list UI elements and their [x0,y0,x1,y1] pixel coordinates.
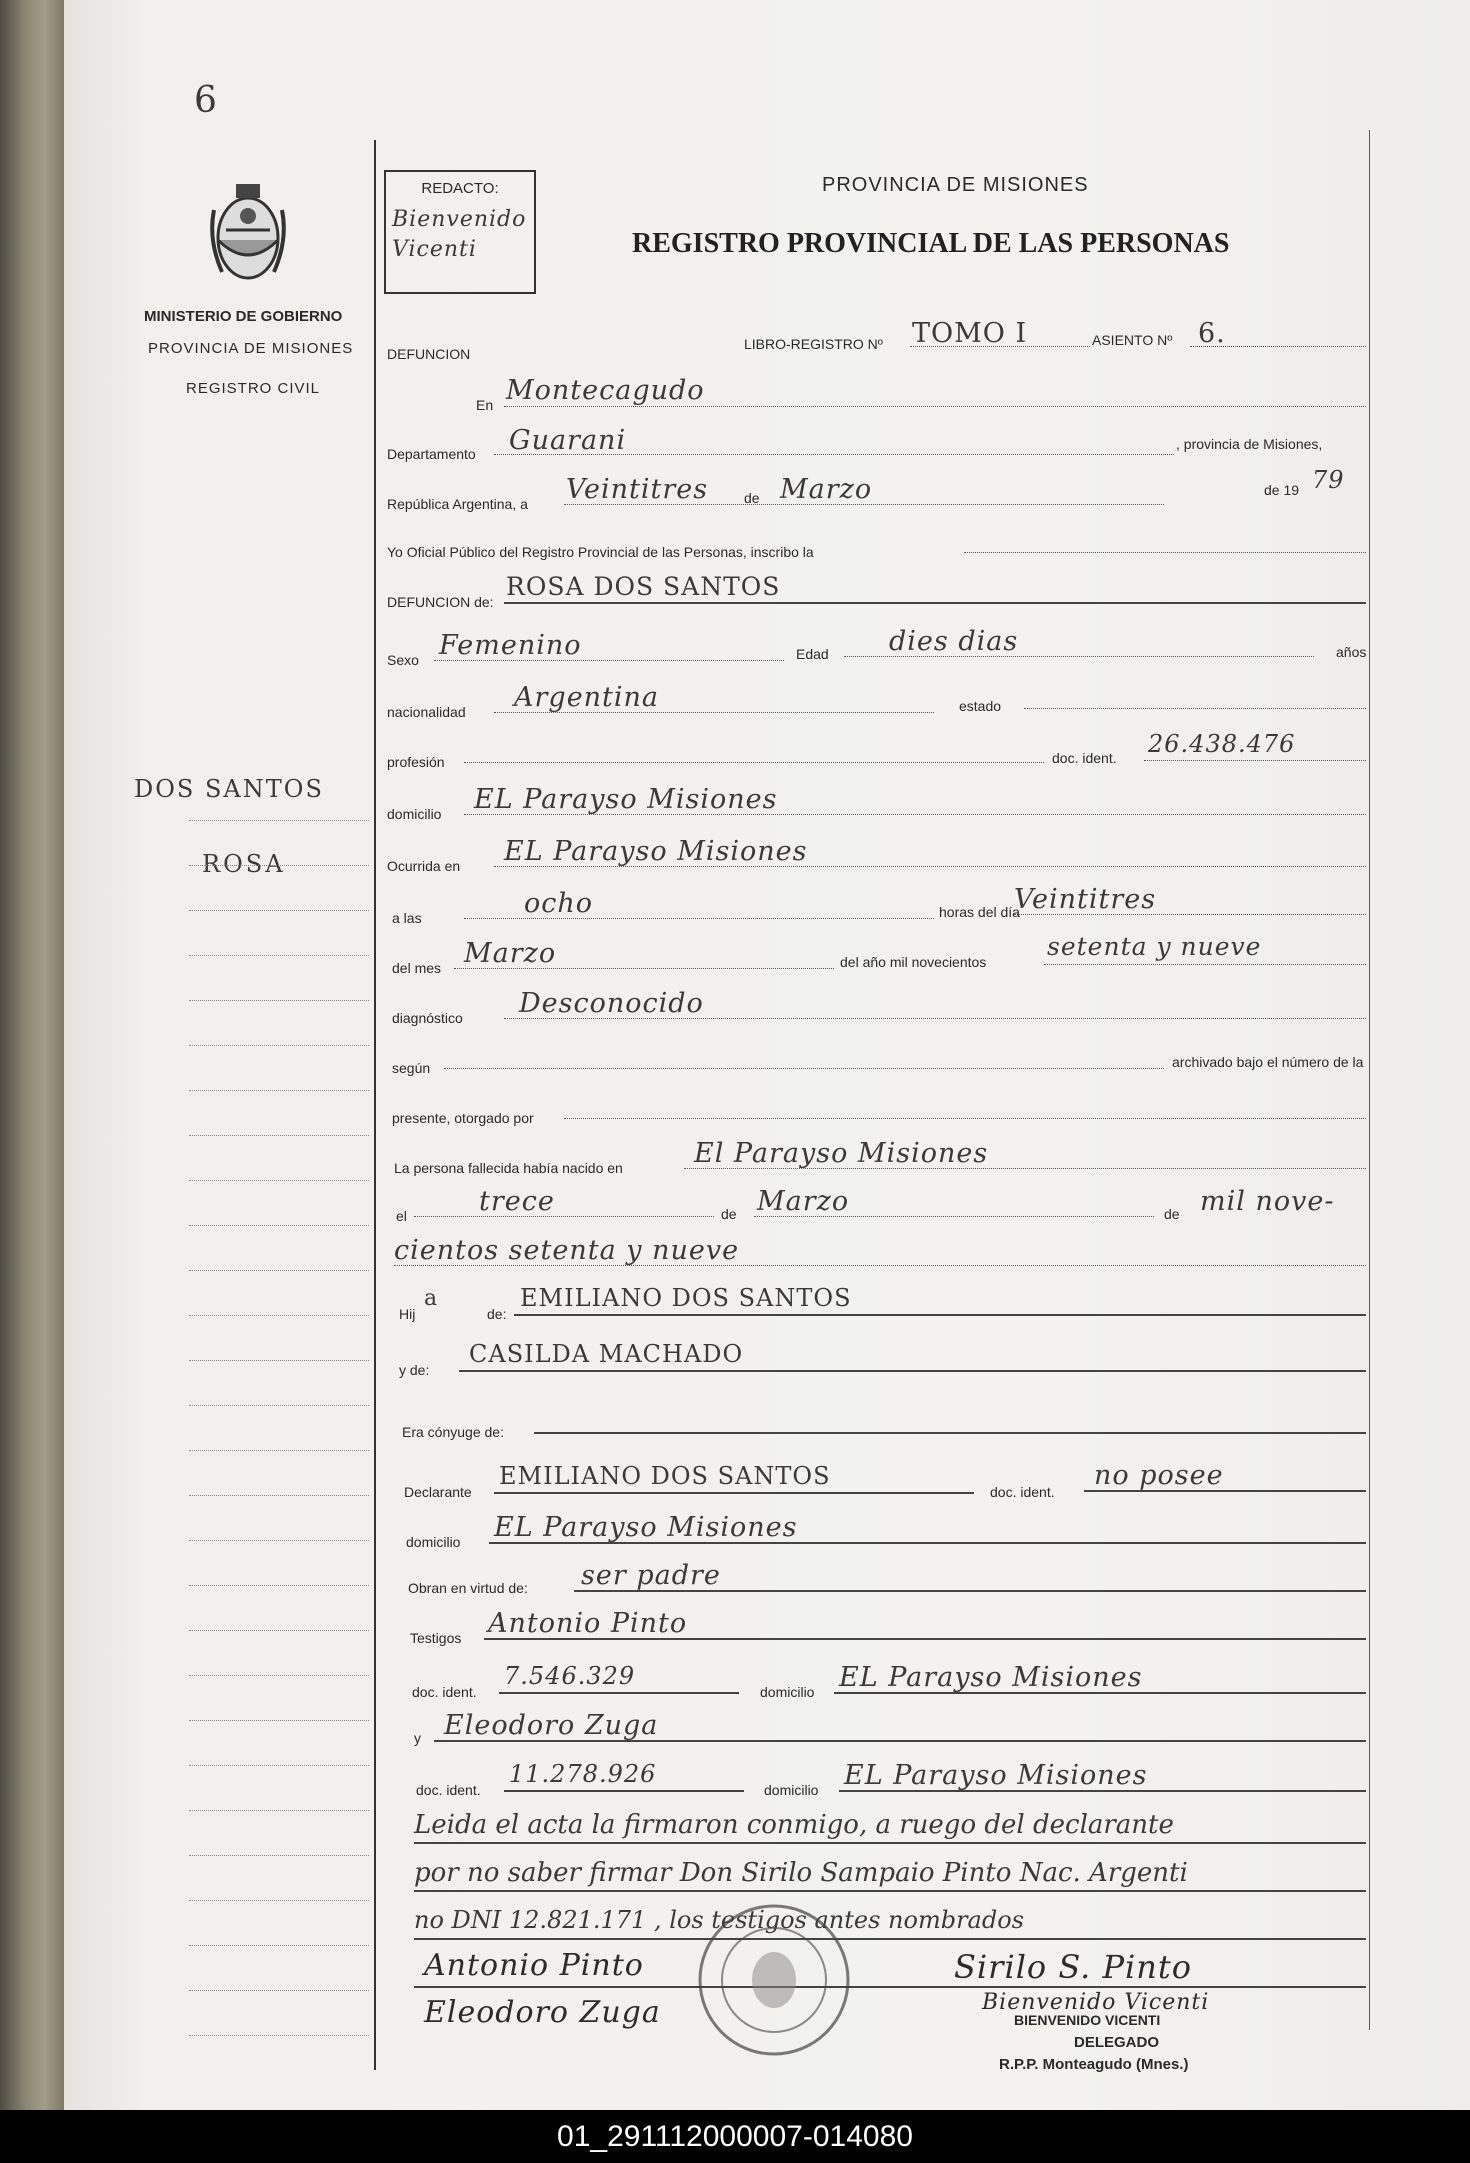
nacionalidad-label: nacionalidad [387,704,466,720]
province-label: PROVINCIA DE MISIONES [148,340,354,357]
delmes-value: Marzo [464,938,557,969]
padre-value: EMILIANO DOS SANTOS [520,1284,852,1312]
libro-value: TOMO I [912,318,1028,349]
conyuge-label: Era cónyuge de: [402,1424,504,1440]
margin-rule-line [189,955,369,956]
sexo-label: Sexo [387,652,419,668]
margin-rule-line [189,1090,369,1091]
asiento-label: ASIENTO Nº [1092,332,1173,348]
nac-anio-value: mil nove- [1200,1186,1335,1217]
asiento-value: 6. [1198,318,1226,349]
stamp-office: R.P.P. Monteagudo (Mnes.) [999,2056,1189,2073]
margin-rule-line [189,1405,369,1406]
margin-rule-line [189,1585,369,1586]
document-page [64,0,1470,2110]
ocurrida-value: EL Parayso Misiones [504,836,808,867]
margin-rule-line [189,1855,369,1856]
nac-anio-value2: cientos setenta y nueve [394,1235,740,1266]
hij-de-label: de: [487,1306,507,1322]
alas-label: a las [392,910,422,926]
defuncion-label: DEFUNCION de: [387,594,494,610]
nacido-value: El Parayso Misiones [694,1138,989,1169]
en-label: En [476,397,494,413]
declarante-label: Declarante [404,1484,472,1500]
nac-dia-value: trece [479,1186,555,1217]
signature-eleodoro: Eleodoro Zuga [424,1995,661,2030]
departamento-label: Departamento [387,446,476,462]
provincia-label: , provincia de Misiones, [1176,436,1323,452]
t1-domicilio-label: domicilio [760,1684,815,1700]
el-label: el [396,1208,407,1224]
oficial-label: Yo Oficial Público del Registro Provincial de las Personas, inscribo la [387,544,814,560]
registry-label: REGISTRO CIVIL [186,380,321,397]
ministry-label: MINISTERIO DE GOBIERNO [144,308,343,325]
t2-doc-label: doc. ident. [416,1782,481,1798]
sexo-value: Femenino [439,630,582,661]
margin-rule-line [189,1720,369,1721]
column-divider [374,140,376,2070]
obran-value: ser padre [581,1560,721,1591]
decl-doc-value: no posee [1094,1460,1224,1491]
testigo1-value: Antonio Pinto [488,1608,688,1639]
diagnostico-value: Desconocido [519,988,704,1019]
redacto-label: REDACTO: [421,180,499,197]
margin-rule-line [189,1180,369,1181]
margin-rule-line [189,1000,369,1001]
margin-rule-line [189,1810,369,1811]
diagnostico-label: diagnóstico [392,1010,463,1026]
delanio-value: setenta y nueve [1047,932,1262,961]
doc-value: 26.438.476 [1148,730,1296,758]
dia-value: Veintitres [566,474,709,505]
image-id-footer: 01_291112000007-014080 [0,2110,1470,2163]
madre-value: CASILDA MACHADO [469,1340,744,1368]
defuncion-value: ROSA DOS SANTOS [506,572,781,601]
presente-label: presente, otorgado por [392,1110,534,1126]
header-title: REGISTRO PROVINCIAL DE LAS PERSONAS [632,228,1230,259]
margin-rule-line [189,1315,369,1316]
margin-rule-line [189,1450,369,1451]
delmes-label: del mes [392,960,442,976]
margin-rule-line [189,1540,369,1541]
margin-rule-line [189,1630,369,1631]
nac-de-label: de [721,1206,737,1222]
margin-rule-line [189,1990,369,1991]
signature-sirilo: Sirilo S. Pinto [954,1948,1192,1986]
margin-rule-line [189,1270,369,1271]
right-margin-rule [1369,130,1370,2030]
en-value: Montecagudo [506,375,705,406]
decl-domicilio-label: domicilio [406,1534,461,1550]
decl-doc-label: doc. ident. [990,1484,1055,1500]
page-number: 6 [194,80,218,121]
nac-mes-value: Marzo [757,1186,850,1217]
margin-rule-line [189,1360,369,1361]
t2-domicilio-value: EL Parayso Misiones [844,1760,1148,1791]
t1-domicilio-value: EL Parayso Misiones [839,1662,1143,1693]
margin-rule-line [189,1495,369,1496]
redacto-box [384,170,536,294]
republica-label: República Argentina, a [387,496,528,512]
margin-rule-line [189,1945,369,1946]
stamp-name: BIENVENIDO VICENTI [1014,2012,1161,2028]
margin-surname: DOS SANTOS [134,775,324,803]
t1-doc-value: 7.546.329 [504,1662,636,1690]
edad-value: dies dias [889,626,1019,657]
testigos-label: Testigos [410,1630,462,1646]
edad-label: Edad [796,646,829,662]
act-type-label: DEFUNCION [387,346,471,362]
decl-domicilio-value: EL Parayso Misiones [494,1512,798,1543]
y-label: y [414,1730,421,1746]
departamento-value: Guarani [509,425,627,456]
segun-label: según [392,1060,431,1076]
hora-value: ocho [524,888,594,919]
stamp-role: DELEGADO [1074,2034,1160,2051]
delanio-label: del año mil novecientos [840,954,987,970]
declarante-value: EMILIANO DOS SANTOS [499,1462,831,1490]
t2-domicilio-label: domicilio [764,1782,819,1798]
archivado-label: archivado bajo el número de la [1172,1054,1364,1070]
horas-label: horas del día [939,904,1020,920]
profesion-label: profesión [387,754,445,770]
redacto-signature: Bienvenido Vicenti [392,207,527,262]
mes-value: Marzo [780,474,873,505]
margin-rule-line [189,820,369,821]
margin-rule-line [189,2035,369,2036]
obran-label: Obran en virtud de: [408,1580,528,1596]
margin-rule-line [189,1045,369,1046]
margin-rule-line [189,1765,369,1766]
margin-rule-line [189,910,369,911]
ocurrida-label: Ocurrida en [387,858,461,874]
anios-label: años [1336,644,1367,660]
yde-label: y de: [399,1362,430,1378]
domicilio-label: domicilio [387,806,442,822]
margin-rule-line [189,1675,369,1676]
closing-line-1: Leida el acta la firmaron conmigo, a ruego del declarante [414,1810,1174,1840]
horas-dia-value: Veintitres [1014,884,1157,915]
anio-label: de 19 [1264,482,1300,498]
de-label: de [744,490,760,506]
signature-official: Bienvenido Vicenti [982,1990,1210,2015]
margin-name: ROSA [202,850,286,878]
nac-de2-label: de [1164,1206,1180,1222]
t2-doc-value: 11.278.926 [509,1760,657,1788]
nacionalidad-value: Argentina [514,682,660,713]
closing-line-3: no DNI 12.821.171 , los testigos antes nombrados [414,1906,1024,1934]
header-province: PROVINCIA DE MISIONES [822,174,1089,196]
hij-value: a [424,1286,439,1311]
coat-of-arms-icon [204,180,292,290]
testigo2-value: Eleodoro Zuga [444,1710,659,1741]
domicilio-value: EL Paraysо Misiones [474,784,778,815]
margin-rule-line [189,865,369,866]
signature-antonio: Antonio Pinto [424,1948,644,1983]
margin-rule-line [189,1900,369,1901]
anio-value: 79 [1312,466,1345,494]
book-binding [0,0,64,2110]
t1-doc-label: doc. ident. [412,1684,477,1700]
margin-rule-line [189,1225,369,1226]
estado-label: estado [959,698,1002,714]
hij-label: Hij [399,1306,416,1322]
doc-label: doc. ident. [1052,750,1117,766]
margin-rule-line [189,1135,369,1136]
official-stamp-icon [694,1900,854,2060]
nacido-label: La persona fallecida había nacido en [394,1160,623,1176]
closing-line-2: por no saber firmar Don Sirilo Sampaio Pinto Nac. Argenti [414,1858,1188,1888]
libro-label: LIBRO-REGISTRO Nº [744,336,883,352]
